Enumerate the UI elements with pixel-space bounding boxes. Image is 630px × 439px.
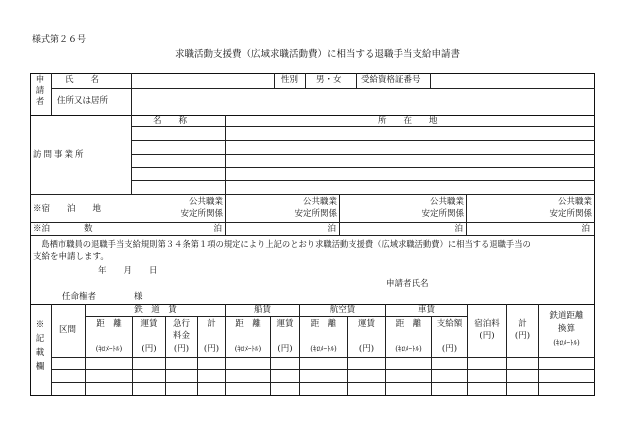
air-fare-col: 運賃 [357, 319, 375, 329]
applicant-section-label: 申請者 [35, 75, 45, 107]
lodging-fee-header: 宿泊料 [474, 319, 500, 329]
address-label: 住所又は居所 [57, 96, 109, 106]
ship-fare-col: 運賃 [276, 319, 294, 329]
rail-header: 鉄 道 賃 [134, 305, 177, 315]
visit-section-label: 訪問事業所 [33, 150, 86, 160]
ship-fare-unit: (円) [277, 344, 293, 354]
address-input[interactable] [134, 92, 592, 112]
rail-distance-col: 距 離 [96, 319, 122, 329]
office-line1: 公共職業 [302, 197, 337, 207]
car-allowance-unit: (円) [441, 344, 458, 354]
total-header: 計 [518, 319, 527, 329]
air-header: 航空賃 [329, 305, 356, 315]
name-label: 氏 名 [65, 75, 100, 85]
total-unit: (円) [514, 331, 531, 341]
office-line1: 公共職業 [557, 197, 592, 207]
statement-line1: 島栖市職員の退職手当支給規則第３４条第１項の規定により上記のとおり求職活動支援費（広域求職活動費）に相当する退職手当の [33, 239, 531, 249]
car-header: 車賃 [417, 305, 435, 315]
authority-honorific: 様 [134, 292, 143, 302]
rail-fare-col: 運賃 [140, 319, 158, 329]
qualification-input[interactable] [434, 75, 592, 86]
office-line2: 安定所関係 [294, 209, 337, 219]
qualification-label: 受給資格証番号 [361, 75, 421, 85]
lodging-fee-unit: (円) [479, 331, 495, 341]
rail-fare-unit: (円) [141, 344, 157, 354]
air-fare-unit: (円) [358, 344, 375, 354]
nights-unit: 泊 [454, 224, 463, 234]
nights-unit: 泊 [327, 224, 336, 234]
signer-label: 申請者氏名 [386, 279, 429, 289]
rail-distance-unit: (ｷﾛﾒｰﾄﾙ) [553, 339, 580, 347]
statement-line2: 支給を申請します。 [33, 252, 109, 262]
gender-options[interactable]: 男・女 [316, 75, 342, 85]
form-title: 求職活動支援費（広域求職活動費）に相当する退職手当支給申請書 [175, 49, 461, 60]
rail-km-unit: (ｷﾛﾒｰﾄﾙ) [95, 345, 123, 353]
rail-distance-header: 鉄道距離 [549, 311, 584, 321]
office-line2: 安定所関係 [421, 209, 464, 219]
car-km-unit: (ｷﾛﾒｰﾄﾙ) [395, 345, 422, 353]
express-unit: (円) [173, 344, 190, 354]
ship-distance-col: 距 離 [235, 319, 261, 329]
express-col2: 料金 [172, 331, 190, 341]
office-line2: 安定所関係 [180, 209, 223, 219]
nights-unit: 泊 [213, 224, 222, 234]
signer-input[interactable] [432, 278, 582, 289]
air-distance-col: 距 離 [310, 319, 337, 329]
office-line1: 公共職業 [188, 197, 223, 207]
statement-date: 年 月 日 [98, 266, 158, 276]
office-line1: 公共職業 [429, 197, 464, 207]
car-allowance-col: 支給額 [436, 319, 463, 329]
record-section-label: ※記載欄 [35, 320, 45, 372]
ship-header: 船賃 [253, 305, 271, 315]
form-number: 様式第２６号 [32, 35, 87, 45]
nights-label: ※泊 数 [33, 224, 93, 234]
interval-header: 区間 [59, 325, 77, 335]
rail-subtotal-col: 計 [207, 319, 216, 329]
visit-location-header: 所 在 地 [378, 116, 438, 126]
authority-label: 任命権者 [62, 292, 97, 302]
express-col: 急行 [172, 319, 190, 329]
rail-subtotal-unit: (円) [203, 344, 220, 354]
visit-name-header: 名 称 [153, 116, 188, 126]
car-distance-col: 距 離 [395, 319, 422, 329]
air-km-unit: (ｷﾛﾒｰﾄﾙ) [310, 345, 337, 353]
name-input[interactable] [134, 75, 272, 86]
nights-unit: 泊 [581, 224, 590, 234]
office-line2: 安定所関係 [549, 209, 592, 219]
gender-label: 性別 [281, 75, 299, 85]
lodging-label: ※宿 泊 地 [33, 204, 102, 214]
ship-km-unit: (ｷﾛﾒｰﾄﾙ) [234, 345, 262, 353]
rail-distance-header2: 換算 [557, 324, 575, 334]
